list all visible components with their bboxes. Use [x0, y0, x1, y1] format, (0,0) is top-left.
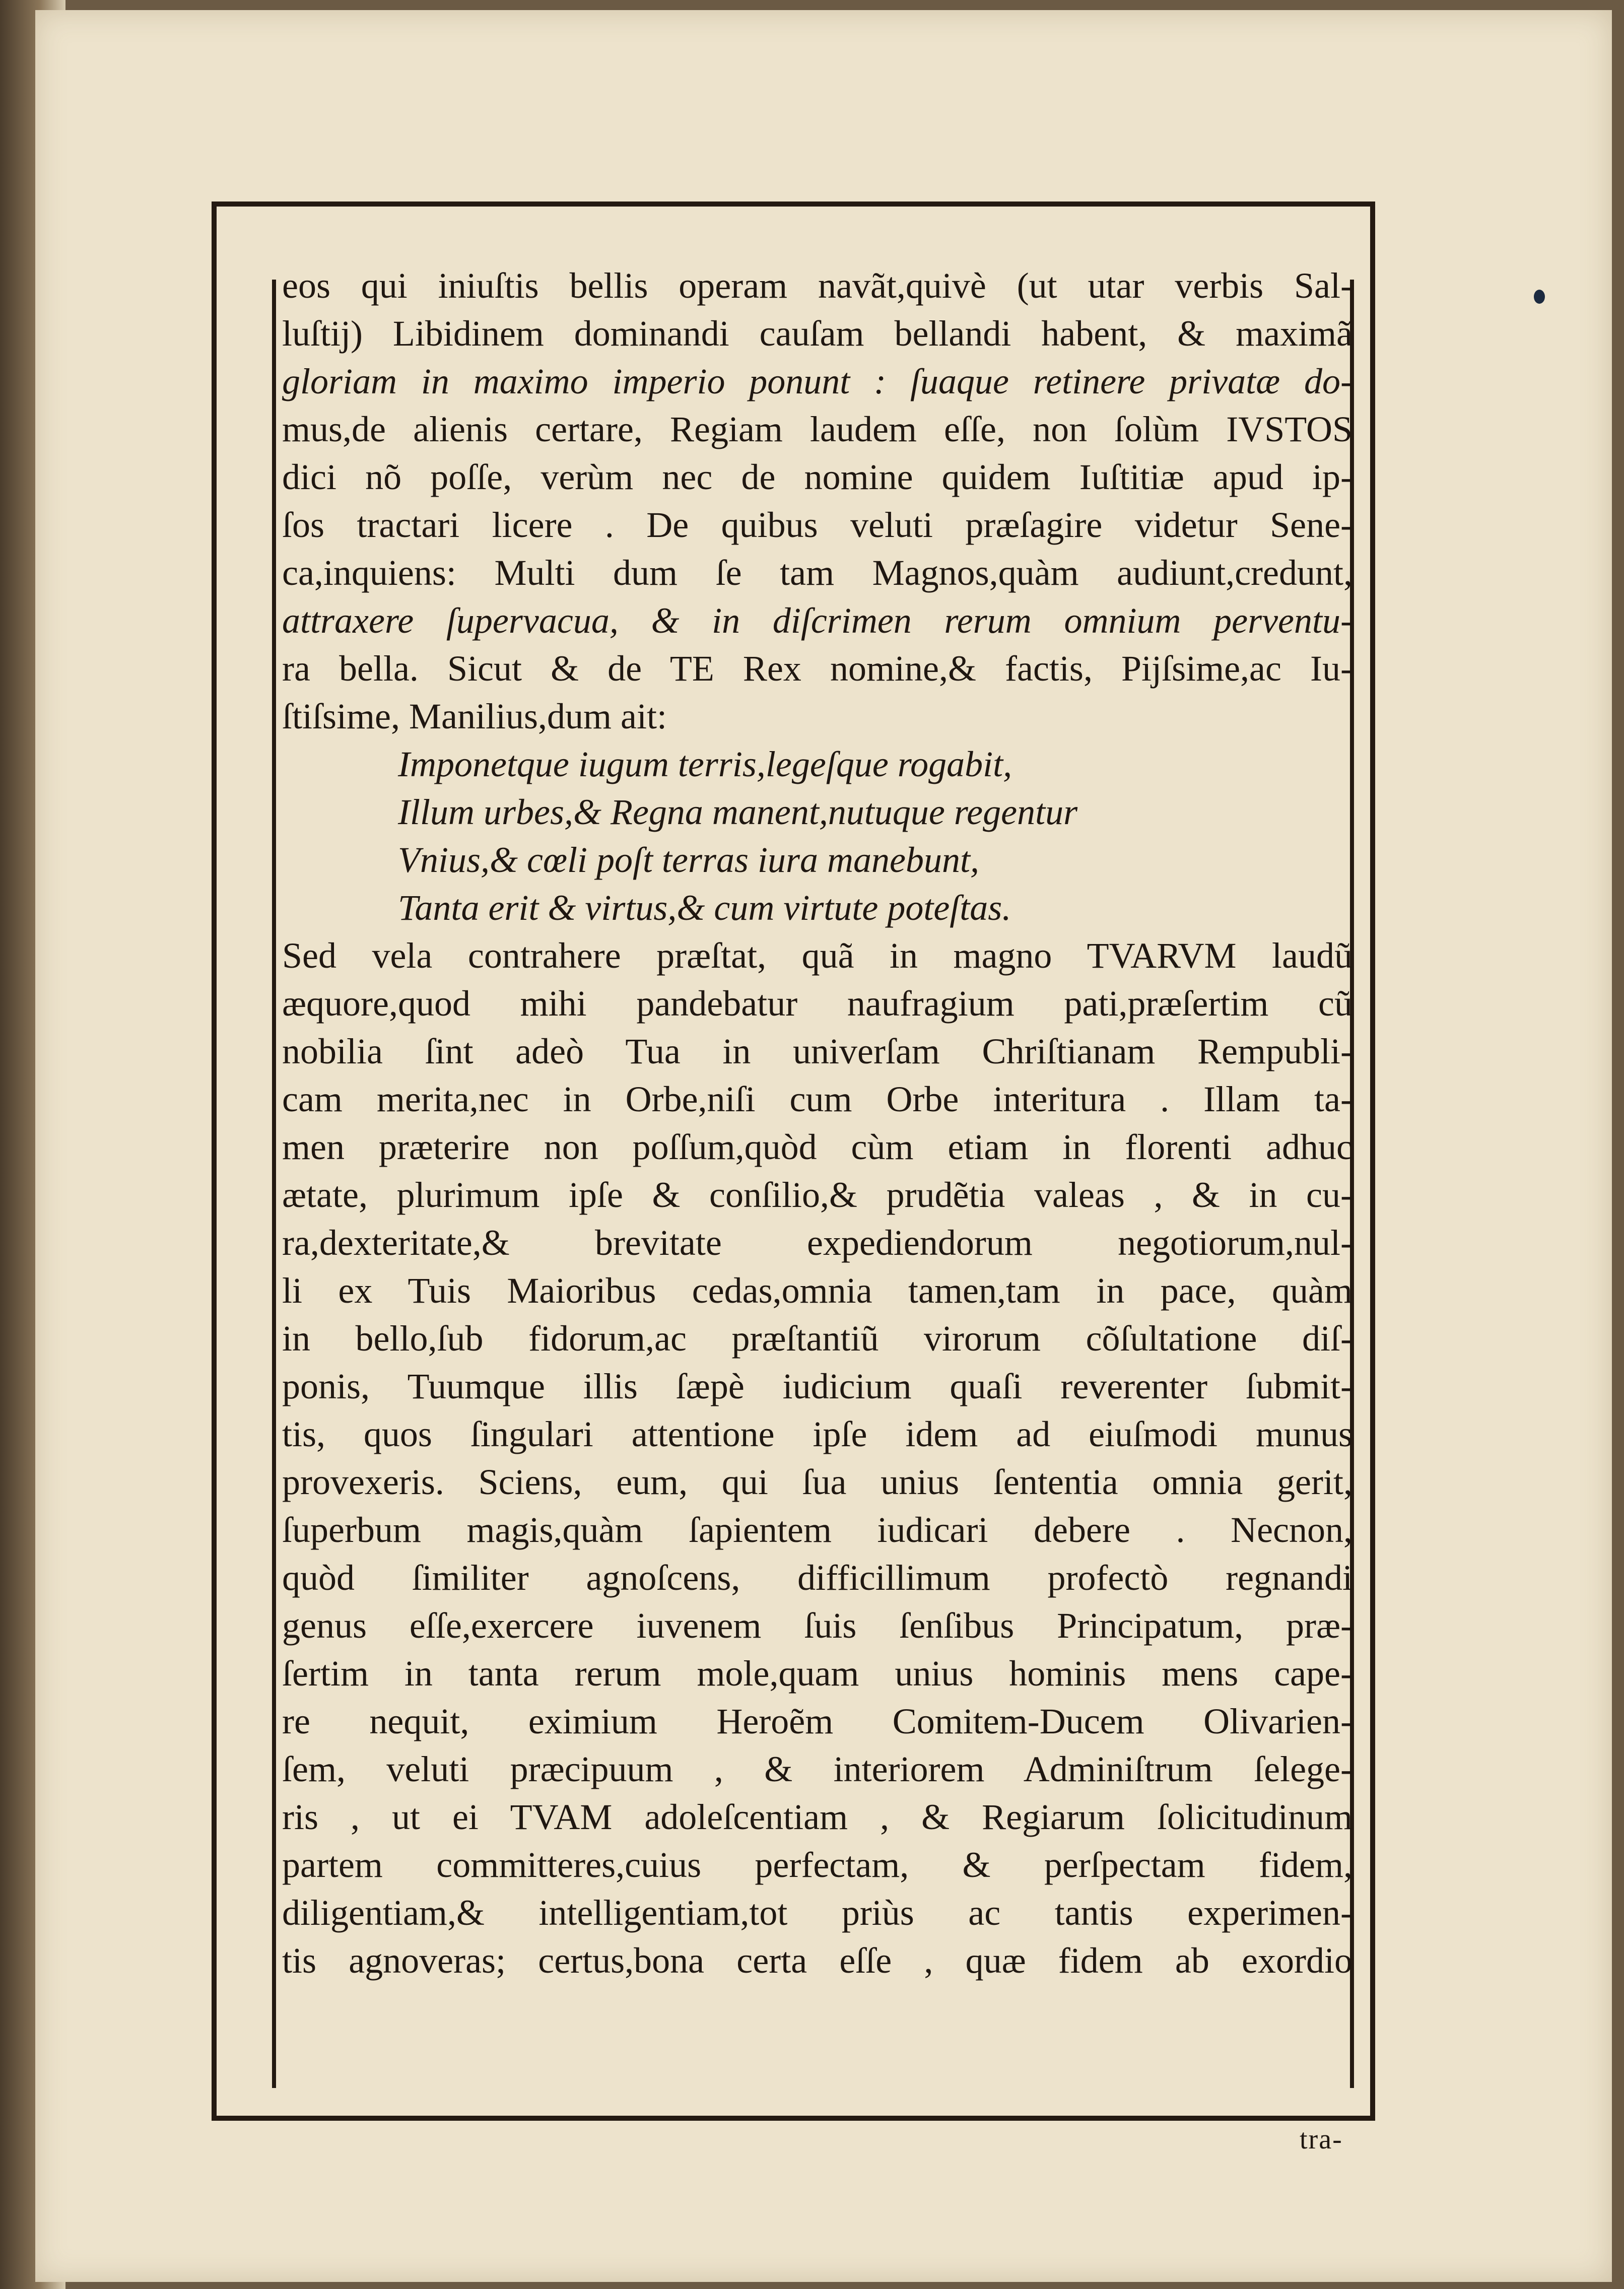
verse-line: Illum urbes,& Regna manent,nutuque regentur [398, 792, 1078, 832]
text-line: ſtiſsime, Manilius,dum ait: [282, 696, 667, 736]
verse-line: Imponetque iugum terris,legeſque rogabit, [398, 744, 1012, 784]
text-line: ris , ut ei TVAM adoleſcentiam , & Regiarum ſolicitudinum [282, 1797, 1352, 1837]
text-line: ſuperbum magis,quàm ſapientem iudicari debere . Necnon, [282, 1510, 1352, 1550]
text-line: ponis, Tuumque illis ſæpè iudicium quaſi reverenter ſubmit- [282, 1366, 1352, 1406]
text-line: quòd ſimiliter agnoſcens, difficillimum profectò regnandi [282, 1558, 1352, 1598]
text-line: ſem, veluti præcipuum , & interiorem Adminiſtrum ſelege- [282, 1749, 1352, 1789]
text-line: æquore,quod mihi pandebatur naufragium pati,præſertim cũ [282, 983, 1352, 1024]
text-line: eos qui iniuſtis bellis operam navãt,quivè (ut utar verbis Sal- [282, 265, 1352, 306]
verse-line: Tanta erit & virtus,& cum virtute poteſtas. [398, 888, 1011, 928]
text-line: genus eſſe,exercere iuvenem ſuis ſenſibus Principatum, præ- [282, 1605, 1352, 1646]
text-line: ra,dexteritate,& brevitate expediendorum negotiorum,nul- [282, 1223, 1352, 1263]
text-line: provexeris. Sciens, eum, qui ſua unius ſententia omnia gerit, [282, 1462, 1352, 1502]
text-line: tis agnoveras; certus,bona certa eſſe , quæ fidem ab exordio [282, 1940, 1352, 1981]
text-line: re nequit, eximium Heroẽm Comitem-Ducem Olivarien- [282, 1701, 1352, 1741]
text-line: luſtij) Libidinem dominandi cauſam bellandi habent, & maximã [282, 313, 1352, 354]
text-line: attraxere ſupervacua, & in diſcrimen rerum omnium perventu- [282, 600, 1352, 641]
text-line: cam merita,nec in Orbe,niſi cum Orbe interitura . Illam ta- [282, 1079, 1352, 1119]
text-line: in bello,ſub fidorum,ac præſtantiũ virorum cõſultatione diſ- [282, 1318, 1352, 1359]
text-block [282, 262, 1352, 1985]
text-line: Sed vela contrahere præſtat, quã in magno TVARVM laudũ [282, 935, 1352, 976]
text-line: ca,inquiens: Multi dum ſe tam Magnos,quàm audiunt,credunt, [282, 553, 1352, 593]
text-line: nobilia ſint adeò Tua in univerſam Chriſtianam Rempubli- [282, 1031, 1352, 1071]
text-line: ſertim in tanta rerum mole,quam unius hominis mens cape- [282, 1653, 1352, 1694]
text-line: ra bella. Sicut & de TE Rex nomine,& factis, Pijſsime,ac Iu- [282, 648, 1352, 689]
text-line: diligentiam,& intelligentiam,tot priùs ac tantis experimen- [282, 1893, 1352, 1933]
text-line: gloriam in maximo imperio ponunt : ſuaque retinere privatæ do- [282, 361, 1352, 401]
text-line: ætate, plurimum ipſe & conſilio,& prudẽtia valeas , & in cu- [282, 1175, 1352, 1215]
catchword: tra- [1300, 2124, 1343, 2155]
text-line: partem committeres,cuius perfectam, & perſpectam fidem, [282, 1845, 1352, 1885]
text-line: ſos tractari licere . De quibus veluti præſagire videtur Sene- [282, 505, 1352, 545]
text-line: men præterire non poſſum,quòd cùm etiam in florenti adhuc [282, 1127, 1352, 1167]
verse-line: Vnius,& cœli poſt terras iura manebunt, [398, 840, 980, 880]
text-line: tis, quos ſingulari attentione ipſe idem ad eiuſmodi munus [282, 1414, 1352, 1454]
text-rule-left [272, 280, 276, 2088]
text-line: mus,de alienis certare, Regiam laudem eſſe, non ſolùm IVSTOS [282, 409, 1352, 449]
ink-spot [1534, 290, 1545, 304]
text-line: li ex Tuis Maioribus cedas,omnia tamen,tam in pace, quàm [282, 1270, 1352, 1311]
text-line: dici nõ poſſe, verùm nec de nomine quidem Iuſtitiæ apud ip- [282, 457, 1352, 497]
